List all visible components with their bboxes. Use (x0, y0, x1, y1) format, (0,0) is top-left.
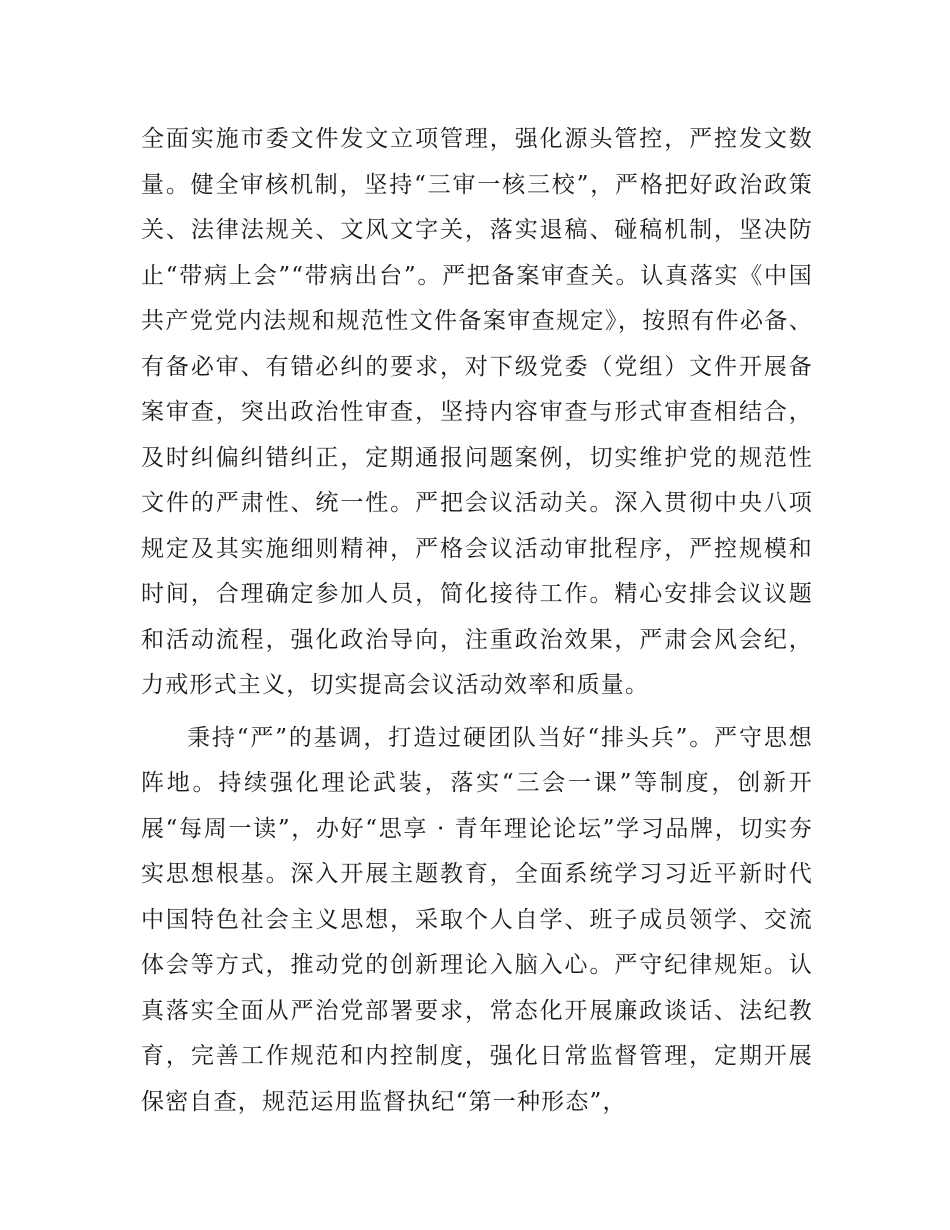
body-text (141, 117, 813, 1125)
paragraph-strict-team: 秉持“严”的基调，打造过硬团队当好“排头兵”。严守思想阵地。持续强化理论武装，落实“三会一课”等制度，创新开展“每周一读”，办好“思享 · 青年理论论坛”学习品牌，切实夯实思想根基。深入开展主题教育，全面系统学习习近平新时代中国特色社会主义思想，采取个人自学、班子成员领学、交流体会等方式，推动党的创新理论入脑入心。严守纪律规矩。认真落实全面从严治党部署要求，常态化开展廉政谈话、法纪教育，完善工作规范和内控制度，强化日常监督管理，定期开展保密自查，规范运用监督执纪“第一种形态”， (141, 724, 813, 1115)
paragraph-continued: 全面实施市委文件发文立项管理，强化源头管控，严控发文数量。健全审核机制，坚持“三审一核三校”，严格把好政治政策关、法律法规关、文风文字关，落实退稿、碰稿机制，坚决防止“带病上会”“带病出台”。严把备案审查关。认真落实《中国共产党党内法规和规范性文件备案审查规定》，按照有件必备、有备必审、有错必纠的要求，对下级党委（党组）文件开展备案审查，突出政治性审查，坚持内容审查与形式审查相结合，及时纠偏纠错纠正，定期通报问题案例，切实维护党的规范性文件的严肃性、统一性。严把会议活动关。深入贯彻中央八项规定及其实施细则精神，严格会议活动审批程序，严控规模和时间，合理确定参加人员，简化接待工作。精心安排会议议题和活动流程，强化政治导向，注重政治效果，严肃会风会纪，力戒形式主义，切实提高会议活动效率和质量。 (141, 126, 813, 698)
